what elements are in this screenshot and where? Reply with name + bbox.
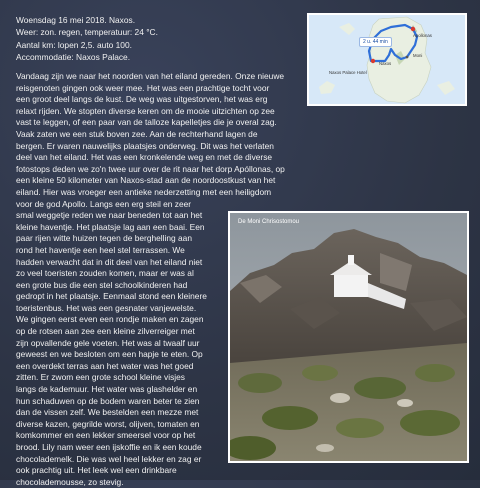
map-label-moni: Moni — [413, 53, 423, 58]
map-label-naxos: Naxos — [379, 61, 392, 66]
text-line: zijn opvallende gele voeten. Het was al twaalf uur — [16, 337, 200, 348]
text-line: op de rotsen aan zee een kleine zilverreiger met — [16, 326, 195, 337]
text-line: eiland. Hier was vroeger een antieke nederzetting met een heiligdom — [16, 186, 272, 197]
text-line: rond het haventje een heel stel terrassen. We — [16, 244, 185, 255]
text-line: deel van het eiland. Het was een kronkelende weg en met de diverse — [16, 152, 273, 163]
text-line: komkommer en een lekker smeersel voor op het — [16, 430, 196, 441]
map-label-hotel: Naxos Palace Hotel — [329, 70, 367, 75]
photo-caption: De Moni Chrisostomou — [238, 219, 300, 225]
text-line: relaxt rijden. We stopten diverse keren om de mooie uitzichten op zee — [16, 105, 275, 116]
weather-line: Weer: zon. regen, temperatuur: 24 °C. — [16, 27, 158, 38]
text-line: brood. Lily nam weer een ijskoffie en ik een koude — [16, 442, 202, 452]
text-line: dan de vissen zelf. We bestelden een mezze met — [16, 407, 199, 418]
text-line: geweest en we besloten om een hapje te eten. Op — [16, 349, 203, 360]
map-graphic — [309, 15, 465, 104]
text-line: chocolademelk. Die was wel heel lekker en zag er — [16, 453, 202, 464]
route-map — [307, 13, 467, 106]
route-duration-badge: 2 u. 44 min — [359, 37, 392, 47]
diary-header — [16, 14, 286, 64]
map-start-pin — [371, 59, 375, 63]
text-line: ook prachtig uit. Het leek wel een drinkbare — [16, 465, 177, 476]
distance-line: Aantal km: lopen 2,5. auto 100. — [16, 39, 132, 50]
monastery-photo — [228, 211, 469, 463]
text-line: fotostops deden we zo'n twee uur over de rit naar het dorp Apóllonas, op — [16, 163, 285, 174]
text-line: Vaak zaten we een stuk boven zee. Aan de rechterhand lagen de — [16, 128, 258, 139]
text-line: langs de kademuur. Het water was glashelder en — [16, 384, 198, 395]
text-line: paar rijen witte huizen tegen de berghelling aan — [16, 233, 192, 244]
map-label-apollonas: Apollonas — [413, 33, 432, 38]
text-line: voor de god Apollo. Langs een erg steil en zeer — [16, 198, 192, 209]
text-line: een groot deel langs de kust. De weg was uitgestorven, het was erg — [16, 94, 268, 105]
text-line: hun schaduwen op de bodem waren beter te zien — [16, 395, 200, 406]
date-line: Woensdag 16 mei 2018. Naxos. — [16, 15, 136, 25]
text-line: vast te leggen, of een paar van de talloze kapelletjes die je overal zag. — [16, 117, 277, 128]
map-end-pin — [411, 27, 415, 31]
text-line: toeristenbus. Het was een gesnater vanjewelste. — [16, 302, 197, 313]
text-line: diverse kazen, gegrilde worst, olijven, tomaten en — [16, 418, 200, 429]
text-line: zo veel toeristen zouden komen, maar er was al — [16, 268, 194, 279]
text-line: chocolademousse, zo stevig. — [16, 476, 124, 487]
text-line: Vandaag zijn we naar het noorden van het eiland gereden. Onze nieuwe — [16, 71, 285, 81]
text-line: een kleine 50 kilometer van Naxos-stad aan de noordoostkust van het — [16, 175, 276, 186]
text-line: hadden verwacht dat in dit deel van het eiland niet — [16, 256, 203, 267]
photo-graphic — [230, 213, 467, 461]
accommodation-line: Accommodatie: Naxos Palace. — [16, 52, 131, 63]
text-line: een overdekt terras aan het water was het goed — [16, 360, 194, 371]
text-line: kleine haventje. Het plaatsje lag aan een baai. Een — [16, 221, 205, 232]
text-line: bergen. Er waren nauwelijks plaatsjes onderweg. Dit was het verlaten — [16, 140, 274, 151]
text-line: gedropt in het plaatsje. Eenmaal stond een kleinere — [16, 291, 207, 302]
text-line: smal weggetje reden we naar beneden tot aan het — [16, 210, 203, 221]
text-line: een grote bus die een stel schoolkinderen had — [16, 279, 188, 290]
text-line: zitten. Er zwom een grote school kleine visjes — [16, 372, 185, 383]
text-line: We gingen eerst even een rondje maken en zagen — [16, 314, 204, 325]
text-line: reisgenoten gingen ook weer mee. Het was een prachtige tocht voor — [16, 82, 270, 93]
